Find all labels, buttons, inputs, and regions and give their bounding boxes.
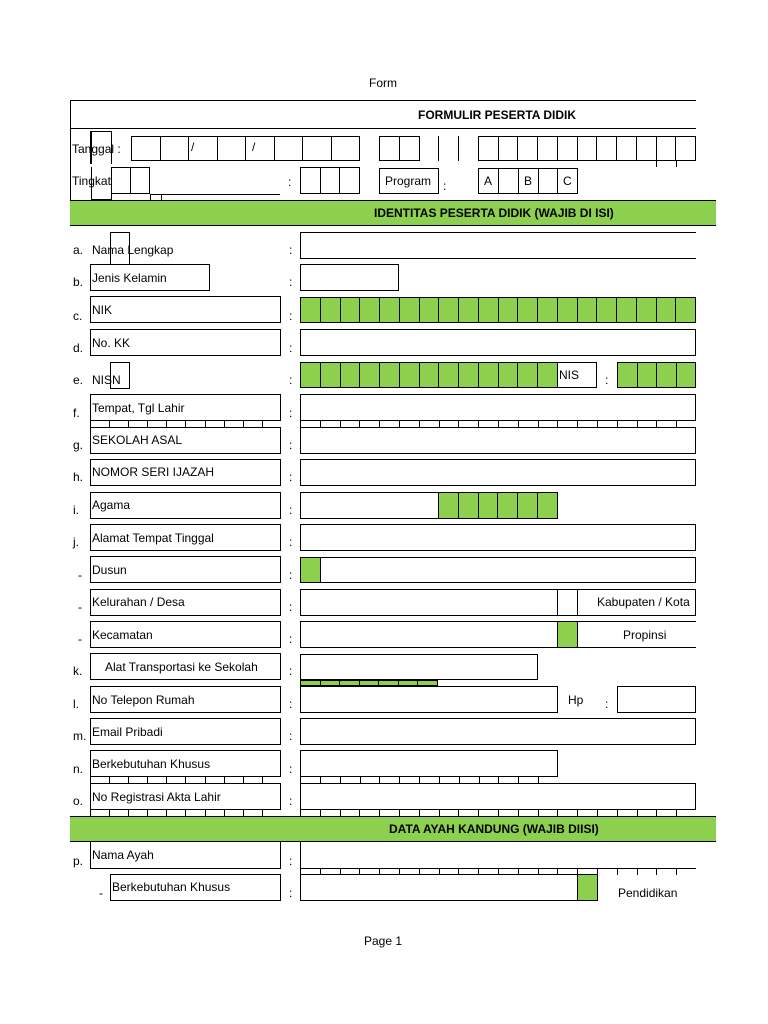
tanggal-divider-1 — [438, 136, 439, 161]
field-p-input[interactable] — [300, 842, 696, 869]
tanggal-number-cells[interactable] — [478, 136, 696, 161]
field-h-input[interactable] — [300, 459, 696, 486]
field-m-letter: m. — [73, 729, 87, 743]
field-e-nisn-cells[interactable] — [300, 362, 558, 388]
page-footer: Page 1 — [364, 934, 403, 948]
field-k-letter: k. — [73, 664, 83, 678]
date-sep-2: / — [252, 140, 256, 154]
field-k-label: Alat Transportasi ke Sekolah — [105, 660, 258, 674]
field-l-hp-input[interactable] — [617, 686, 696, 713]
field-a-input[interactable] — [300, 232, 696, 259]
field-j1-green-cell[interactable] — [300, 557, 321, 583]
field-h-colon: : — [289, 470, 293, 484]
tingkat-label: Tingkat — [72, 174, 111, 188]
field-c-label: NIK — [92, 303, 113, 317]
field-i-agama-cells[interactable] — [438, 492, 558, 519]
program-option-a2[interactable] — [498, 168, 519, 194]
form-title: FORMULIR PESERTA DIDIK — [418, 108, 576, 122]
tingkat-label-box — [91, 167, 112, 200]
field-j2-colon: : — [289, 600, 293, 614]
field-j2-letter: - — [78, 600, 82, 614]
field-e-nis-cells[interactable] — [617, 362, 696, 388]
field-e-nis-label: NIS — [559, 368, 580, 382]
field-i-letter: i. — [73, 503, 79, 517]
field-n-label: Berkebutuhan Khusus — [92, 757, 211, 771]
field-c-nik-cells[interactable] — [300, 297, 696, 323]
field-a-colon: : — [289, 243, 293, 257]
field-g-input[interactable] — [300, 427, 696, 454]
field-j2-input[interactable] — [300, 589, 558, 616]
field-o-colon: : — [289, 794, 293, 808]
field-d-letter: d. — [73, 341, 84, 355]
field-e-nis-colon: : — [605, 373, 609, 387]
field-e-label: NISN — [92, 373, 121, 387]
field-n-colon: : — [289, 762, 293, 776]
field-d-colon: : — [289, 341, 293, 355]
field-o-input[interactable] — [300, 783, 696, 810]
field-a-letter: a. — [73, 243, 84, 257]
field-j-label: Alamat Tempat Tinggal — [92, 531, 214, 545]
tanggal-code-cells[interactable] — [379, 136, 420, 161]
field-p-letter: p. — [73, 854, 84, 868]
field-h-letter: h. — [73, 470, 84, 484]
field-k-input[interactable] — [300, 654, 538, 680]
field-c-label-box — [90, 296, 281, 323]
field-m-colon: : — [289, 729, 293, 743]
field-o-letter: o. — [73, 794, 84, 808]
field-g-colon: : — [289, 438, 293, 452]
field-m-label: Email Pribadi — [92, 725, 163, 739]
field-g-label: SEKOLAH ASAL — [92, 433, 183, 447]
field-f-label: Tempat, Tgl Lahir — [92, 401, 185, 415]
field-p-label: Nama Ayah — [92, 848, 154, 862]
field-p1-pendidikan-label: Pendidikan — [618, 886, 678, 900]
field-n-letter: n. — [73, 762, 84, 776]
field-c-letter: c. — [73, 309, 83, 323]
field-b-colon: : — [289, 275, 293, 289]
tanggal-divider-2 — [458, 136, 459, 161]
field-j1-input[interactable] — [320, 557, 696, 583]
section-ayah-title: DATA AYAH KANDUNG (WAJIB DIISI) — [389, 822, 599, 836]
field-p1-green-cell[interactable] — [577, 874, 598, 901]
field-b-label: Jenis Kelamin — [92, 271, 167, 285]
field-j1-letter: - — [78, 568, 82, 582]
program-option-b2[interactable] — [538, 168, 558, 194]
field-j-letter: j. — [73, 535, 79, 549]
field-g-letter: g. — [73, 438, 84, 452]
date-sep-1: / — [191, 140, 195, 154]
field-j3-letter: - — [78, 632, 82, 646]
field-f-colon: : — [289, 406, 293, 420]
field-o-label: No Registrasi Akta Lahir — [92, 790, 221, 804]
field-j3-label: Kecamatan — [92, 628, 153, 642]
field-b-input[interactable] — [300, 264, 399, 291]
field-p1-input[interactable] — [300, 874, 578, 901]
field-j3-input[interactable] — [300, 621, 558, 648]
tanggal-label-box-1 — [70, 131, 91, 164]
title-top-rule — [70, 100, 696, 101]
field-h-label: NOMOR SERI IJAZAH — [92, 465, 215, 479]
field-f-letter: f. — [73, 406, 80, 420]
field-l-input[interactable] — [300, 686, 558, 713]
field-j2-spacer-cell — [557, 589, 578, 616]
program-label: Program — [385, 174, 432, 188]
field-p1-letter: - — [99, 886, 103, 900]
field-e-letter: e. — [73, 373, 84, 387]
field-l-letter: l. — [73, 697, 79, 711]
tingkat-code-cells[interactable] — [300, 167, 360, 194]
field-j3-green-cell[interactable] — [557, 621, 578, 648]
field-d-label: No. KK — [92, 336, 131, 350]
field-k-colon: : — [289, 664, 293, 678]
field-a-label: Nama Lengkap — [92, 243, 174, 257]
program-colon: : — [443, 179, 447, 193]
tanggal-day-cells[interactable] — [131, 136, 360, 161]
field-l-label: No Telepon Rumah — [92, 693, 195, 707]
field-j1-label: Dusun — [92, 563, 127, 577]
field-l-hp-colon: : — [605, 697, 609, 711]
field-b-letter: b. — [73, 275, 84, 289]
title-bottom-rule — [70, 128, 696, 129]
field-e-colon: : — [289, 373, 293, 387]
field-j2-kabupaten-label: Kabupaten / Kota — [597, 595, 690, 609]
field-c-colon: : — [289, 309, 293, 323]
field-j1-colon: : — [289, 568, 293, 582]
field-j3-colon: : — [289, 632, 293, 646]
program-option-a-label: A — [484, 174, 493, 188]
field-p-colon: : — [289, 854, 293, 868]
tingkat-colon: : — [288, 175, 292, 189]
section-identitas-band — [70, 200, 716, 226]
field-i-label: Agama — [92, 498, 131, 512]
field-d-input[interactable] — [300, 329, 696, 356]
field-f-input[interactable] — [300, 394, 696, 421]
field-j-colon: : — [289, 535, 293, 549]
field-n-input[interactable] — [300, 750, 558, 777]
program-option-c-label: C — [563, 174, 572, 188]
tanggal-under-ticks — [656, 161, 696, 167]
tingkat-cells[interactable] — [111, 167, 150, 194]
field-l-hp-label: Hp — [568, 693, 584, 707]
field-j3-propinsi-label: Propinsi — [623, 628, 667, 642]
field-l-colon: : — [289, 697, 293, 711]
section-identitas-title: IDENTITAS PESERTA DIDIK (WAJIB DI ISI) — [374, 206, 614, 220]
program-option-b-label: B — [524, 174, 533, 188]
field-i-colon: : — [289, 503, 293, 517]
tanggal-label-box-2 — [91, 131, 112, 164]
field-j-input[interactable] — [300, 524, 696, 551]
field-j2-label: Kelurahan / Desa — [92, 595, 185, 609]
tanggal-label: Tanggal : — [72, 142, 121, 156]
field-p1-label: Berkebutuhan Khusus — [112, 880, 231, 894]
field-p1-colon: : — [289, 886, 293, 900]
page-header: Form — [369, 76, 397, 90]
section-ayah-band — [70, 816, 716, 842]
field-m-input[interactable] — [300, 718, 696, 745]
